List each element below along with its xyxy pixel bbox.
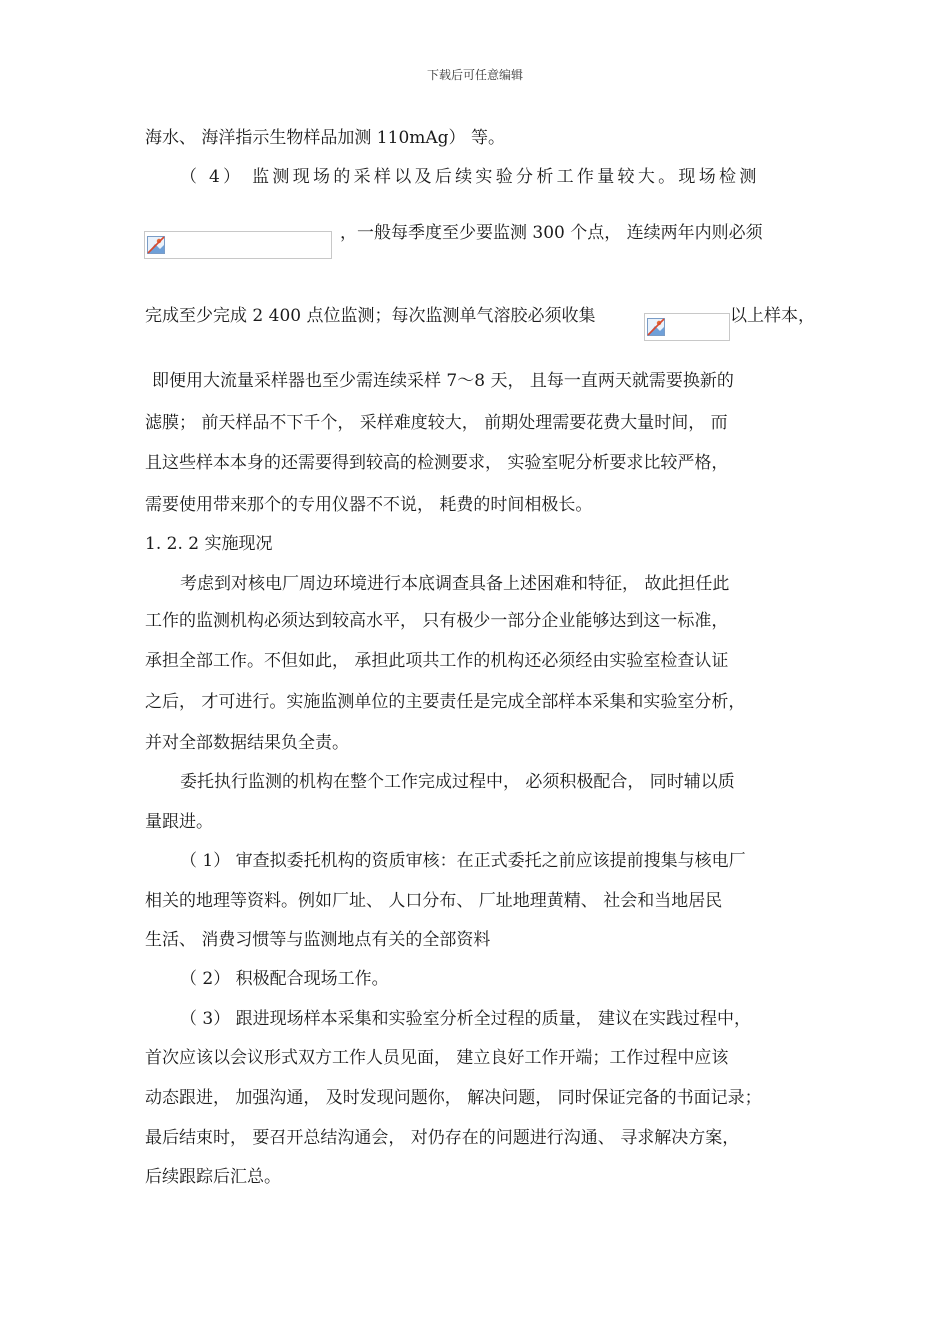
- paragraph-line: 考虑到对核电厂周边环境进行本底调查具备上述困难和特征， 故此担任此: [180, 574, 730, 594]
- broken-image: [144, 231, 332, 259]
- paragraph-line: 以上样本，: [730, 306, 815, 326]
- paragraph-line: 滤膜； 前天样品不下千个， 采样难度较大， 前期处理需要花费大量时间， 而: [145, 413, 728, 433]
- paragraph-line: 量跟进。: [145, 812, 213, 832]
- paragraph-line: 动态跟进， 加强沟通， 及时发现问题你， 解决问题， 同时保证完备的书面记录；: [145, 1088, 762, 1108]
- page-header: 下载后可任意编辑: [426, 68, 523, 82]
- section-heading: 1. 2. 2 实施现况: [145, 534, 273, 554]
- paragraph-line: （ 2） 积极配合现场工作。: [180, 969, 389, 989]
- paragraph-line: 工作的监测机构必须达到较高水平， 只有极少一部分企业能够达到这一标准，: [145, 611, 729, 631]
- broken-image-icon: [647, 318, 665, 336]
- paragraph-line: （ 3） 跟进现场样本采集和实验室分析全过程的质量， 建议在实践过程中，: [180, 1009, 752, 1029]
- paragraph-line: ，一般每季度至少要监测 300 个点， 连续两年内则必须: [340, 223, 763, 243]
- paragraph-line: 之后， 才可进行。实施监测单位的主要责任是完成全部样本采集和实验室分析，: [145, 692, 746, 712]
- paragraph-line: 海水、 海洋指示生物样品加测 110mAg） 等。: [145, 128, 505, 148]
- paragraph-line: 后续跟踪后汇总。: [145, 1167, 281, 1187]
- paragraph-line: 生活、 消费习惯等与监测地点有关的全部资料: [145, 930, 491, 950]
- paragraph-line: 完成至少完成 2 400 点位监测；每次监测单气溶胶必须收集: [145, 306, 596, 326]
- paragraph-line: 最后结束时， 要召开总结沟通会， 对仍存在的问题进行沟通、 寻求解决方案，: [145, 1128, 740, 1148]
- paragraph-line: 即便用大流量采样器也至少需连续采样 7～8 天， 且每一直两天就需要换新的: [152, 371, 734, 391]
- paragraph-line: （ 4） 监测现场的采样以及后续实验分析工作量较大。现场检测: [180, 167, 760, 187]
- paragraph-line: 并对全部数据结果负全责。: [145, 733, 349, 753]
- paragraph-line: 相关的地理等资料。例如厂址、 人口分布、 厂址地理黄精、 社会和当地居民: [145, 891, 723, 911]
- paragraph-line: 且这些样本本身的还需要得到较高的检测要求， 实验室呢分析要求比较严格，: [145, 453, 729, 473]
- broken-image: [644, 313, 730, 341]
- paragraph-line: 需要使用带来那个的专用仪器不不说， 耗费的时间相极长。: [145, 495, 593, 515]
- paragraph-line: 首次应该以会议形式双方工作人员见面， 建立良好工作开端；工作过程中应该: [145, 1048, 729, 1068]
- paragraph-line: 委托执行监测的机构在整个工作完成过程中， 必须积极配合， 同时辅以质: [180, 772, 735, 792]
- paragraph-line: 承担全部工作。不但如此， 承担此项共工作的机构还必须经由实验室检查认证: [145, 651, 729, 671]
- paragraph-line: （ 1） 审查拟委托机构的资质审核：在正式委托之前应该提前搜集与核电厂: [180, 851, 746, 871]
- broken-image-icon: [147, 236, 165, 254]
